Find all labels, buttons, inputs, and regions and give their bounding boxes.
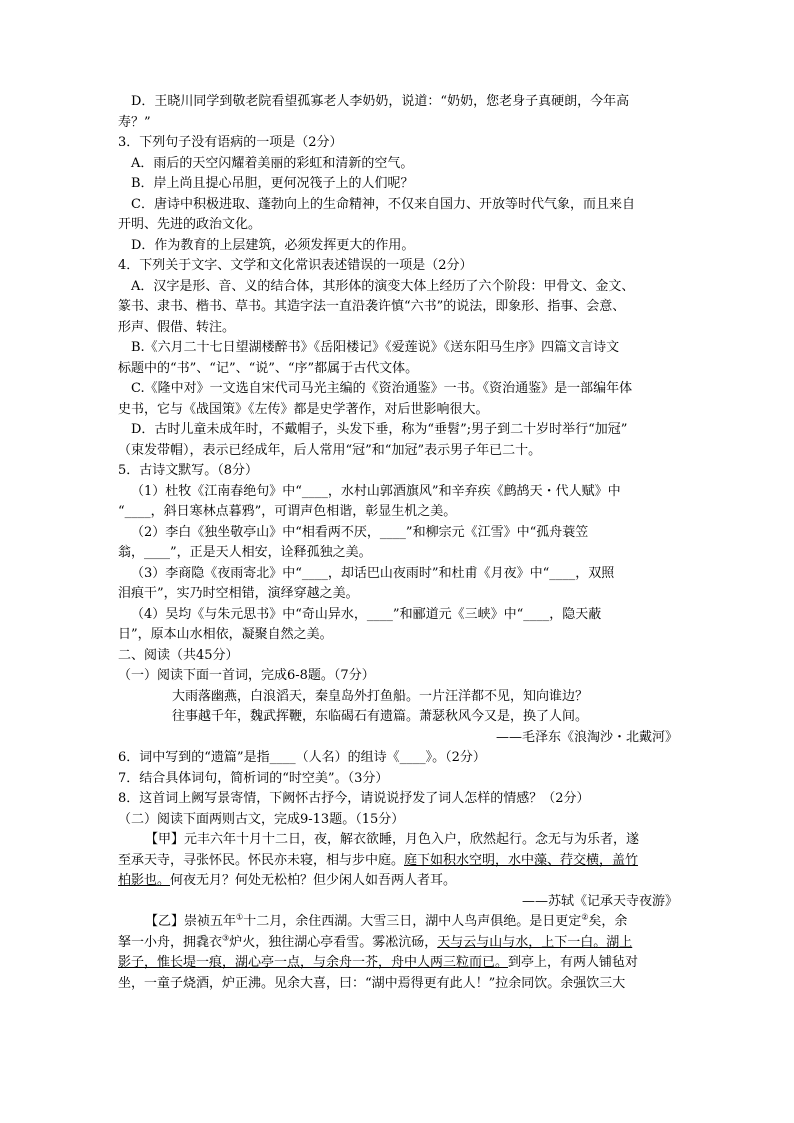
underlined-text: 天与云与山与水，上下一白。湖上 <box>437 934 633 950</box>
text-line: A．汉字是形、音、义的结合体，其形体的演变大体上经历了六个阶段：甲骨文、金文、 <box>131 278 635 294</box>
text-line: B.《六月二十七日望湖楼醉书》《岳阳楼记》《爱莲说》《送东阳马生序》四篇文言诗文 <box>131 340 620 355</box>
footnote-marker: ② <box>581 912 589 922</box>
text-line: （1）杜牧《江南春绝句》中“____，水村山郭酒旗风”和辛弃疾《鹧鸪天・代人赋》中 <box>131 483 621 499</box>
passage-yi <box>118 912 678 994</box>
question-text <box>118 92 678 830</box>
text-line: 标题中的“书”、“记”、“说”、“序”都属于古代文体。 <box>118 360 419 376</box>
text-line: A．雨后的天空闪耀着美丽的彩虹和清新的空气。 <box>131 155 414 171</box>
text-line: （4）吴均《与朱元思书》中“奇山异水，____”和郦道元《三峡》中“____，隐天蔽 <box>131 606 602 622</box>
exam-page <box>118 92 678 994</box>
text-line: D．作为教育的上层建筑，必须发挥更大的作用。 <box>131 237 415 253</box>
passage-line: 【乙】崇祯五年①十二月，余住西湖。大雪三日，湖中人鸟声俱绝。是日更定②矣，余 <box>145 912 628 929</box>
passage-line: 至承天寺，寻张怀民。怀民亦未寝，相与步中庭。庭下如积水空明，水中藻、荇交横，盖竹 <box>118 852 639 868</box>
text-line: C.《隆中对》一文选自宋代司马光主编的《资治通鉴》一书。《资治通鉴》是一部编年体 <box>131 381 633 396</box>
text-line: 二、阅读（共45分） <box>118 647 239 663</box>
passage-source: ——苏轼《记承天寺夜游》 <box>521 893 678 909</box>
text-line: C．唐诗中积极进取、蓬勃向上的生命精神，不仅来自国力、开放等时代气象，而且来自 <box>131 196 635 212</box>
text-line: 6．词中写到的“遗篇”是指____（人名）的组诗《____》。（2分） <box>118 750 486 765</box>
text-line: “____，斜日寒林点暮鸦”，可谓声色相谐，彰显生机之美。 <box>118 504 457 519</box>
text-line: 日”，原本山水相依，凝聚自然之美。 <box>118 627 333 642</box>
text-line: 形声、假借、转注。 <box>118 319 236 335</box>
text-line: D．王晓川同学到敬老院看望孤寡老人李奶奶，说道：“奶奶，您老身子真硬朗，今年高 <box>131 94 630 109</box>
passage-line: 【甲】元丰六年十月十二日，夜，解衣欲睡，月色入户，欣然起行。念无与为乐者，遂 <box>145 832 640 847</box>
underlined-text: 庭下如积水空明，水中藻、荇交横，盖竹 <box>404 852 639 868</box>
passage-jia <box>118 830 678 912</box>
text-line: （束发带帽），表示已经成年，后人常用“冠”和“加冠”表示男子年已二十。 <box>118 442 542 458</box>
text-line: （2）李白《独坐敬亭山》中“相看两不厌，____”和柳宗元《江雪》中“孤舟蓑笠 <box>131 524 589 540</box>
text-line: 大雨落幽燕，白浪滔天，秦皇岛外打鱼船。一片汪洋都不见，知向谁边？ <box>172 688 589 704</box>
underlined-text: 影子，惟长堤一痕，湖心亭一点，与余舟一芥，舟中人两三粒而已。 <box>118 955 509 970</box>
text-line: 4．下列关于文字、文学和文化常识表述错误的一项是（2分） <box>118 258 473 273</box>
underlined-text: 柏影也。 <box>118 873 171 888</box>
text-line: 7．结合具体词句，简析词的“时空美”。（3分） <box>118 770 389 786</box>
text-line: 史书，它与《战国策》《左传》都是史学著作，对后世影响很大。 <box>118 401 489 417</box>
passage-line: 柏影也。何夜无月？何处无松柏？但少闲人如吾两人者耳。 <box>118 873 457 888</box>
text-line: 寿？” <box>118 114 151 130</box>
footnote-marker: ① <box>236 912 244 922</box>
text-line: 3．下列句子没有语病的一项是（2分） <box>118 135 343 150</box>
text-line: 泪痕干”，实乃时空相错，演绎穿越之美。 <box>118 586 359 601</box>
text-line: D．古时儿童未成年时，不戴帽子，头发下垂，称为“垂髫”;男子到二十岁时举行“加冠” <box>131 422 628 437</box>
text-line: 5．古诗文默写。（8分） <box>118 463 259 478</box>
text-line: （二）阅读下面两则古文，完成9-13题。（15分） <box>118 811 405 827</box>
text-line: B．岸上尚且提心吊胆，更何况筏子上的人们呢？ <box>131 176 414 191</box>
text-line: ——毛泽东《浪淘沙・北戴河》 <box>495 729 678 745</box>
footnote-marker: ③ <box>222 933 230 943</box>
text-line: 往事越千年，魏武挥鞭，东临碣石有遗篇。萧瑟秋风今又是，换了人间。 <box>172 709 589 724</box>
text-line: 篆书、隶书、楷书、草书。其造字法一直沿袭许慎“六书”的说法，即象形、指事、会意、 <box>118 299 626 314</box>
text-line: （一）阅读下面一首词，完成6-8题。（7分） <box>118 668 375 683</box>
text-line: 翁，____”，正是天人相安，诠释孤独之美。 <box>118 545 372 560</box>
text-line: （3）李商隐《夜雨寄北》中“____，却话巴山夜雨时”和杜甫《月夜》中“____，双照 <box>131 565 615 581</box>
text-line: 8．这首词上阙写景寄情，下阙怀古抒今，请说说抒发了词人怎样的情感？（2分） <box>118 791 590 806</box>
passage-line: 坐，一童子烧酒，炉正沸。见余大喜，曰：“湖中焉得更有此人！”拉余同饮。余强饮三大 <box>118 975 626 991</box>
passage-line: 影子，惟长堤一痕，湖心亭一点，与余舟一芥，舟中人两三粒而已。到亭上，有两人铺毡对 <box>118 955 639 970</box>
text-line: 开明、先进的政治文化。 <box>118 217 262 232</box>
passage-line: 拏一小舟，拥毳衣③炉火，独往湖心亭看雪。雾凇沆砀，天与云与山与水，上下一白。湖上 <box>118 933 633 950</box>
